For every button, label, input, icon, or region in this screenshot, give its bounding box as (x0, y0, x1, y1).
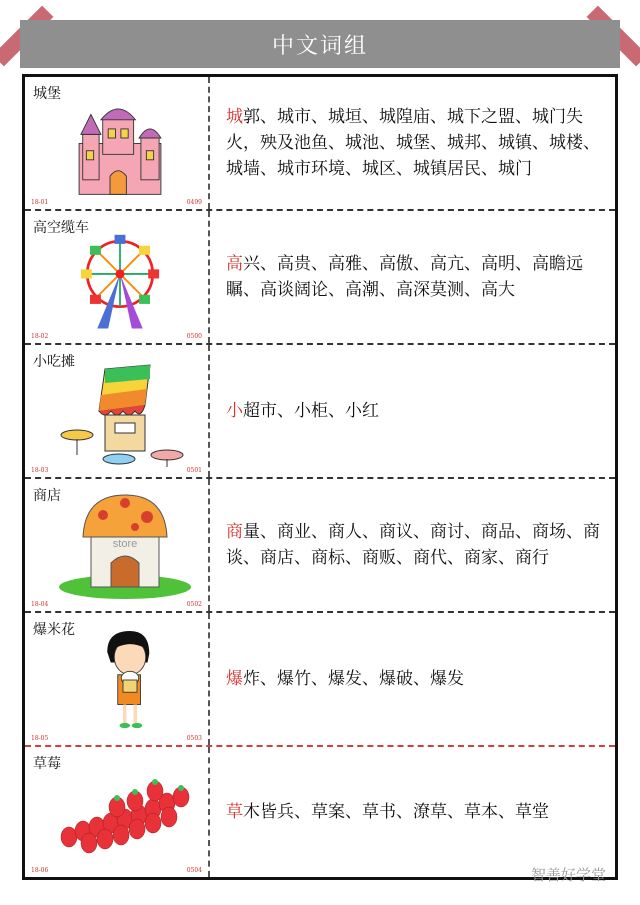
code-right: 0502 (186, 601, 202, 608)
code-left: 18-03 (31, 467, 49, 474)
code-left: 18-04 (31, 601, 49, 608)
row-label: 商店 (33, 488, 61, 504)
first-char: 小 (226, 401, 243, 421)
row-text (210, 479, 615, 611)
strawberries-icon (55, 777, 195, 857)
word-list: 超市、小柜、小红 (243, 401, 379, 421)
code-right: 0504 (186, 867, 202, 874)
row-image (25, 77, 210, 209)
first-char: 爆 (226, 669, 243, 689)
row-strawberry (25, 747, 615, 877)
row-snack-stall (25, 345, 615, 477)
first-char: 草 (226, 802, 243, 822)
store-sign-text: store (112, 538, 138, 550)
word-list: 郭、城市、城垣、城隍庙、城下之盟、城门失火，殃及池鱼、城池、城堡、城邦、城镇、城楼、城墙、城市环境、城区、城镇居民、城门 (226, 107, 600, 179)
row-image (25, 613, 210, 745)
first-char: 城 (226, 107, 243, 127)
row-image (25, 211, 210, 343)
row-store (25, 479, 615, 611)
row-text (210, 211, 615, 343)
snack-stall-icon (55, 359, 185, 469)
row-label: 草莓 (33, 756, 61, 772)
girl-popcorn-icon (95, 621, 165, 739)
row-label: 城堡 (33, 86, 61, 102)
word-list: 兴、高贵、高雅、高傲、高亢、高明、高瞻远瞩、高谈阔论、高潮、高深莫测、高大 (226, 254, 583, 300)
code-right: 0501 (186, 467, 202, 474)
row-popcorn (25, 613, 615, 745)
watermark: 智善好学堂 (530, 866, 606, 884)
row-text (210, 345, 615, 477)
row-image (25, 747, 210, 877)
store-icon (55, 491, 195, 601)
code-right: 0500 (186, 333, 202, 340)
row-image (25, 345, 210, 477)
code-left: 18-05 (31, 735, 49, 742)
row-label: 高空缆车 (33, 220, 89, 236)
code-left: 18-01 (31, 199, 49, 206)
word-list: 炸、爆竹、爆发、爆破、爆发 (243, 669, 464, 689)
row-label: 小吃摊 (33, 354, 75, 370)
row-label: 爆米花 (33, 622, 75, 638)
word-card (22, 74, 618, 880)
row-cable-car (25, 211, 615, 343)
row-castle (25, 77, 615, 209)
first-char: 高 (226, 254, 243, 274)
word-list: 量、商业、商人、商议、商讨、商品、商场、商谈、商店、商标、商贩、商代、商家、商行 (226, 522, 600, 568)
castle-icon (70, 93, 170, 203)
page-title: 中文词组 (20, 20, 620, 68)
row-image (25, 479, 210, 611)
code-right: 0499 (186, 199, 202, 206)
first-char: 商 (226, 522, 243, 542)
row-text (210, 747, 615, 877)
word-list: 木皆兵、草案、草书、潦草、草本、草堂 (243, 802, 549, 822)
code-left: 18-02 (31, 333, 49, 340)
code-left: 18-06 (31, 867, 49, 874)
code-right: 0503 (186, 735, 202, 742)
row-text (210, 77, 615, 209)
ferris-wheel-icon (70, 229, 170, 337)
row-text (210, 613, 615, 745)
